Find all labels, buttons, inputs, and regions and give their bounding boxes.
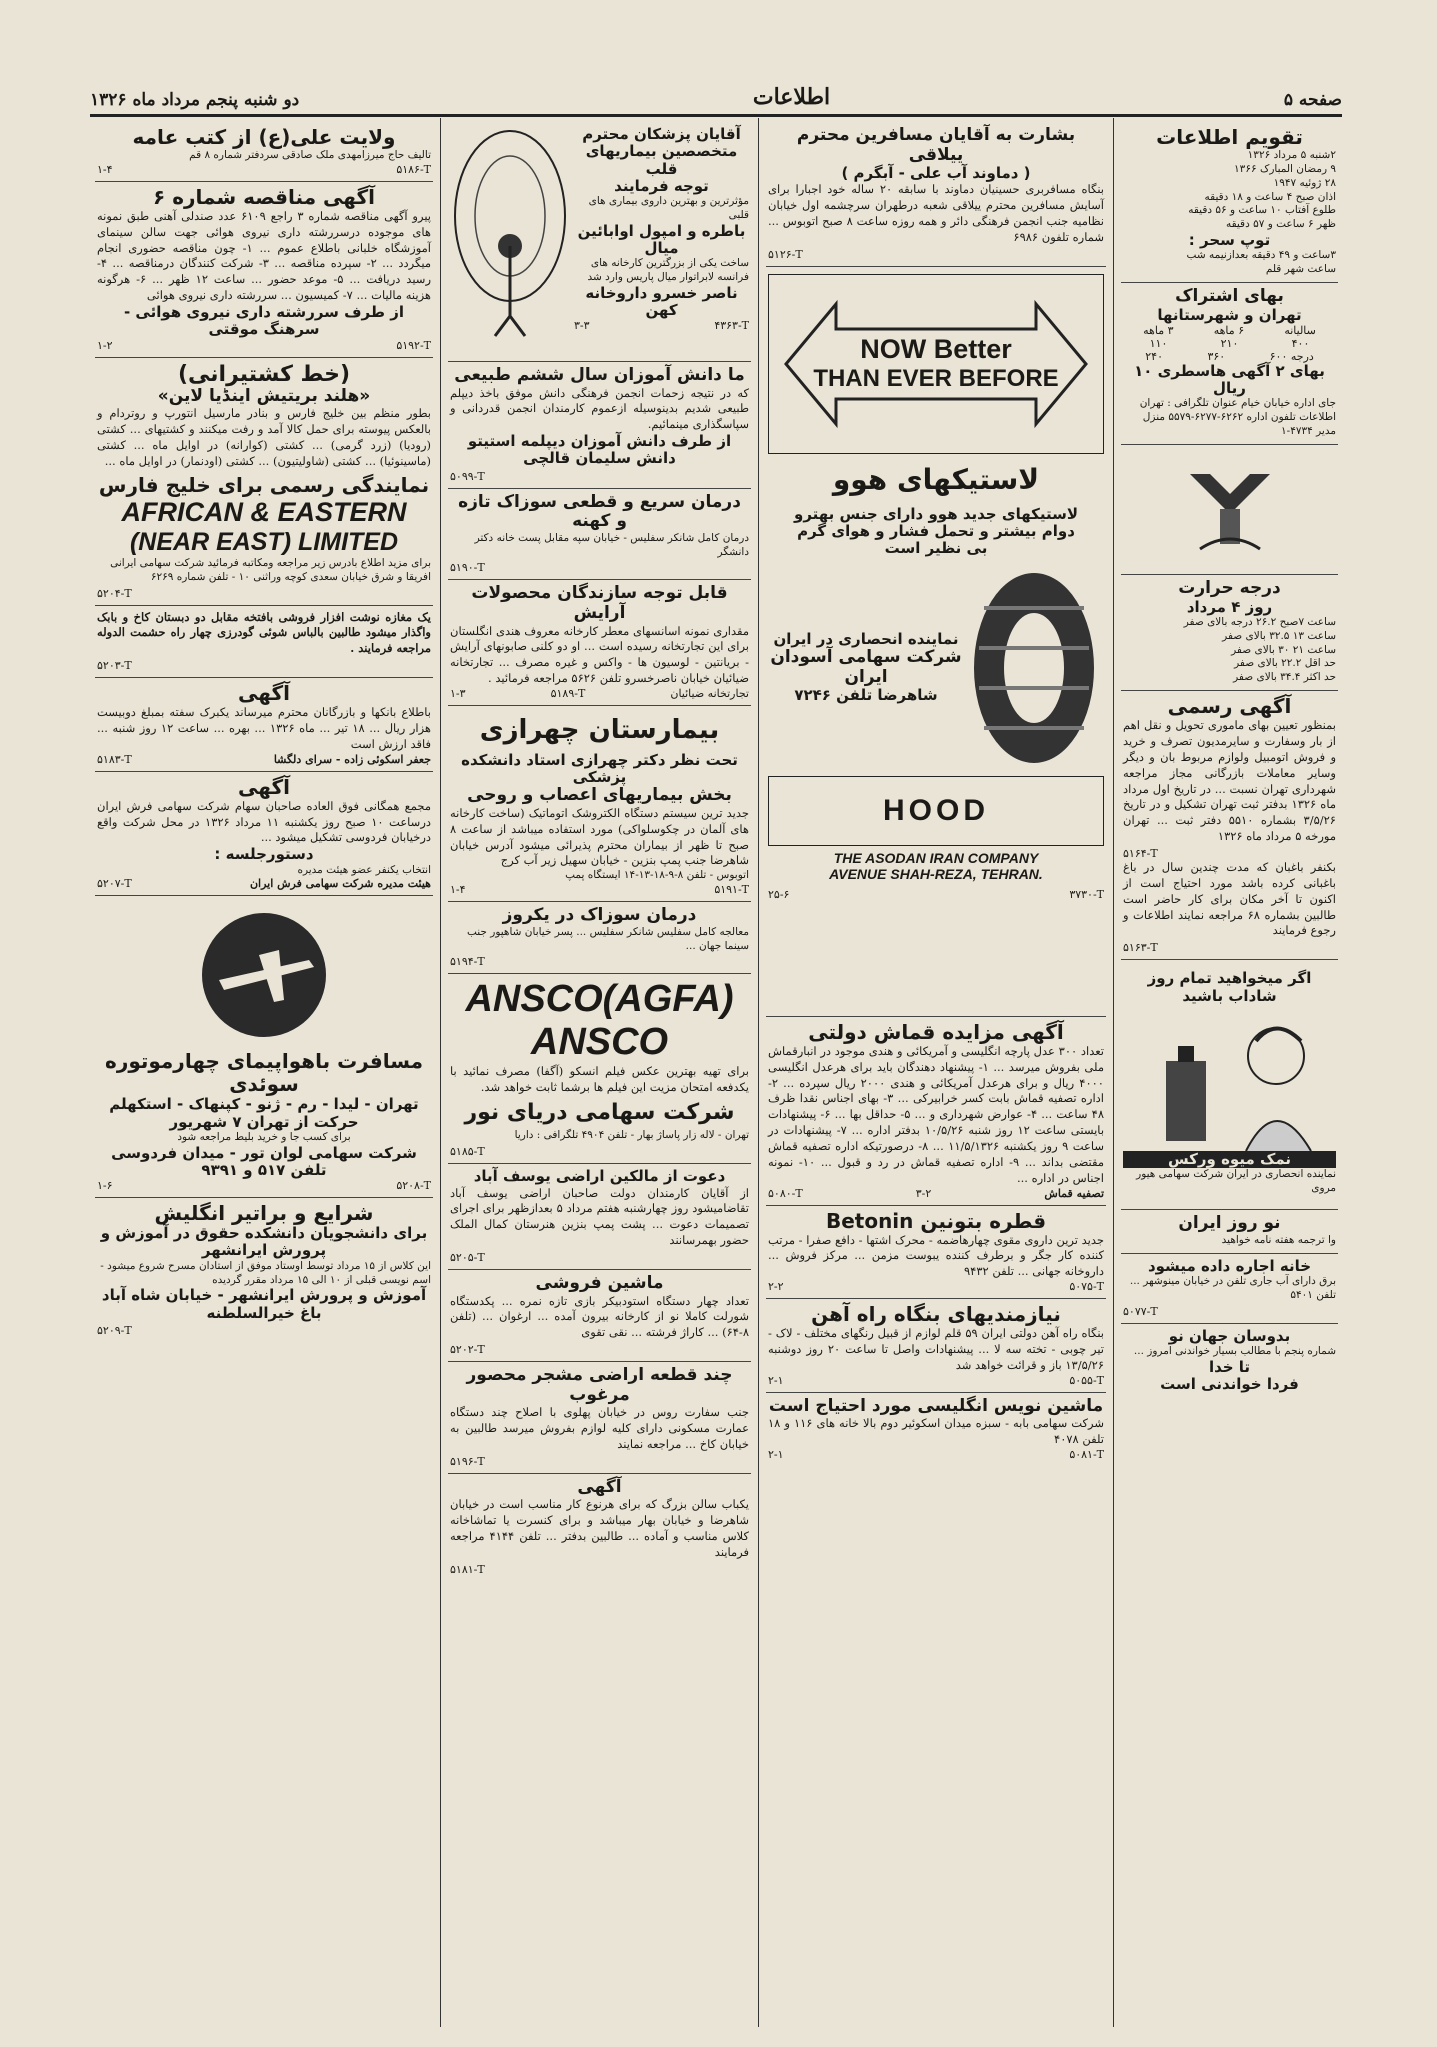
nowruz-title: نو روز ایران xyxy=(1178,1213,1281,1234)
ad-code: ۳-۲ xyxy=(915,1186,932,1200)
ad-code: ۵۲۰۵-T xyxy=(450,1251,485,1265)
ad-code: ۵۲۰۷-T xyxy=(97,877,132,891)
ad-code: ۲-۲ xyxy=(768,1280,784,1294)
temperature-box xyxy=(1121,575,1338,691)
travel-notice xyxy=(766,122,1106,267)
subscription-row xyxy=(1123,350,1336,363)
ad-code: ۲۵-۶ xyxy=(768,887,790,901)
graduates-body: که در نتیجه زحمات انجمن فرهنگی دانش موفق باخذ دیپلم طبیعی شدیم بدینوسیله ازعموم کارمندان انجمن قدردانی و سپاسگذاری مینمائیم. xyxy=(450,385,749,432)
ad-code: ۱-۲ xyxy=(97,338,113,352)
fabric-auction-footer: تصفیه قماش xyxy=(1044,1186,1104,1200)
cell: ۲۱۰ xyxy=(1220,336,1239,350)
calendar-line: طلوع آفتاب ۱۰ ساعت و ۵۶ دقیقه xyxy=(1188,204,1336,217)
shipping-subtitle: «هلند بریتیش اینڈیا لاین» xyxy=(157,385,371,406)
ad-code: ۵۲۰۸-T xyxy=(396,1179,431,1193)
bidun-title: بدوسان جهان نو xyxy=(1168,1326,1291,1345)
bank-notice-body: باطلاع بانکها و بازرگانان محترم میرساند یکبرک سفته بمبلغ دوبیست هزار ریال ... ۱۸ تیر ... ماه ۱۳۲۶ ... بهره ... ساعت ۱۲ روز شنبه ... فاقد ارزش است xyxy=(97,705,431,751)
shipping-body: بطور منظم بین خلیج فارس و بنادر مارسیل انتورپ و روتردام و بالعکس پیوسته برای حمل کالا آمد و رفت میکنند و کشتیهای ... کشتی (رودیا) (زرد گرمی) ... کشتی (کوارانه) در اوایل ماه ... کشتی (ماسینوئیا) ... کشتی (شاولیتیون) ... کشتی (اودنمار) در اوایل ماه ... xyxy=(97,406,431,468)
fabric-auction-title: آگهی مزایده قماش دولتی xyxy=(808,1019,1064,1044)
gardener-notice: بکنفر باغبان که مدت چندین سال در باغ باغبانی کرده باشد مورد احتیاج است از اکنون تا آخر مکان برای کار حاضر است طالبین بشماره ۶۸ مراجعه نمایند اطلاعات و رجوع فرمایند xyxy=(1123,859,1336,938)
hood-headline-2: THAN EVER BEFORE xyxy=(813,365,1059,393)
bank-notice-ad xyxy=(95,678,433,772)
ad-code: ۳-۳ xyxy=(574,319,590,333)
hood-company-fa: شرکت سهامی آسودان ایران xyxy=(770,647,962,687)
hood-line-1: لاستیکهای جدید هوو دارای جنس بهترو xyxy=(794,504,1078,523)
calendar-line: ۹ رمضان المبارک ۱۳۶۶ xyxy=(1234,162,1336,175)
ad-code-row xyxy=(97,877,431,890)
shipping-line-ad xyxy=(95,358,433,606)
carpet-agenda: انتخاب یکنفر عضو هیئت مدیره xyxy=(297,863,431,876)
masthead xyxy=(90,66,1342,117)
railway-title: نیازمندیهای بنگاه راه آهن xyxy=(811,1302,1061,1327)
ansco-address: تهران - لاله زار پاساژ بهار - تلفن ۴۹۰۴ تلگرافی : داریا xyxy=(514,1129,749,1142)
fabric-auction xyxy=(766,1017,1106,1206)
ad-code: ۱-۳ xyxy=(450,686,466,700)
emblem-illustration xyxy=(1121,445,1338,575)
calendar-line: توپ سحر : xyxy=(1188,231,1271,250)
airline-company: شرکت سهامی لوان تور - میدان فردوسی تلفن ۵۱۷ و ۹۳۹۱ xyxy=(111,1143,417,1179)
ansco-headline-2: ANSCO xyxy=(530,1021,669,1064)
graduates-ad xyxy=(448,362,751,489)
cell: درجه ۶۰۰ xyxy=(1269,349,1314,363)
gonorrhea2-ad xyxy=(448,902,751,974)
hood-brand-box xyxy=(768,776,1104,846)
ad-code-row xyxy=(768,1280,1104,1293)
ad-code: ۵۱۶۴-T xyxy=(1123,846,1158,860)
landowners-ad xyxy=(448,1164,751,1270)
car-sale-ad xyxy=(448,1270,751,1362)
tender-body: پیرو آگهی مناقصه شماره ۳ راجع ۶۱۰۹ عدد صندلی آهنی طبق نمونه های موجوده درسررشته داری نیروی هوائی جهت سالن سینمای آموزشگاه خلبانی باطلاع عموم ... ۱- چون مناقصه حضوری انجام میگردد ... ۲- سپرده مناقصه ... ۳- شرکت کنندگان درمناقصه ... ۴- رسید دریافت ... ۵- موعد حضور ... ساعت ۱۲ ظهر ... ۶- هرگونه هزینه مالیات ... ۷- کمیسیون ... سررشته داری نیروی هوائی xyxy=(97,208,432,303)
cell: ۳ ماهه xyxy=(1143,323,1174,337)
ad-code: ۵۱۸۶-T xyxy=(396,162,431,176)
ad-code: ۴۳۶۳-T xyxy=(714,319,749,333)
woman-with-bottle-illustration xyxy=(1126,1011,1336,1151)
airline-departure: حرکت از تهران ۷ شهریور xyxy=(169,1112,359,1131)
land-sale-body: جنب سفارت روس در خیابان پهلوی با اصلاح چند دستگاه عمارت مسکونی دارای کلیه لوازم بفروش میرسد طالبین به خیابان کاخ ... مراجعه نمایند xyxy=(450,1405,749,1451)
ad-code-row xyxy=(768,1448,1104,1461)
subscription-address: جای اداره خیابان خیام عنوان تلگرافی : تهران اطلاعات تلفون اداره ۶۲۶۲-۶۲۷۷-۵۵۷۹ منزل مدیر ۴۷۳۴-۱ xyxy=(1139,397,1336,438)
hall-notice-ad xyxy=(448,1474,751,1581)
ad-code-row xyxy=(574,319,749,332)
ad-code-row xyxy=(450,883,749,896)
calendar-line: ۲شنبه ۵ مرداد ۱۳۲۶ xyxy=(1247,149,1336,161)
cell: ۶ ماهه xyxy=(1213,323,1245,337)
date-line: دو شنبه پنجم مرداد ماه ۱۳۲۶ xyxy=(90,90,300,110)
car-sale-title: ماشین فروشی xyxy=(535,1273,664,1294)
ad-code: ۵۱۸۳-T xyxy=(97,752,132,766)
ad-code: ۵۱۶۳-T xyxy=(1123,941,1158,955)
doctors-line3: ساخت یکی از بزرگترین کارخانه های فرانسه لابراتوار میال پاریس وارد شد xyxy=(587,257,749,284)
bidun-body: شماره پنجم با مطالب بسیار خواندنی امروز ... xyxy=(1133,1344,1336,1357)
cosmetics-ad xyxy=(448,580,751,706)
ad-code-row xyxy=(768,1187,1104,1200)
english-courses-subtitle: برای دانشجویان دانشکده حقوق در آموزش و پرورش ایرانشهر xyxy=(100,1224,428,1260)
betonin-body: جدید ترین داروی مقوی چهارهاضمه - محرک اشتها - دافع صفرا - مرتب کننده کار جگر و برطرف کننده یبوست مزمن ... مرکز فروش ... داروخانه جهانی ... تلفن ۹۴۳۲ xyxy=(768,1232,1104,1279)
hospital-body: جدید ترین سیستم دستگاه الکتروشک اتوماتیک (ساخت کارخانه های آلمان در چکوسلواکی) مورد استفاده میباشد از ساعت ۸ صبح تا ظهر از بیماران محترم پذیرائی میشود آدرس خیابان شاهرضا جنب پمپ بنزین - خیابان سهیل زیر آب کرج xyxy=(450,805,749,868)
ad-code: ۵۲۰۲-T xyxy=(450,1343,485,1357)
subscription-row xyxy=(1123,324,1336,337)
ad-code: ۵۱۸۵-T xyxy=(450,1145,485,1159)
hospital-line1: تحت نظر دکتر چهرازی استاد دانشکده پزشکی xyxy=(461,750,738,787)
ad-code: ۵۱۹۲-T xyxy=(396,338,431,352)
official-notice xyxy=(1121,691,1338,960)
ansco-headline-1: ANSCO(AGFA) xyxy=(465,978,734,1021)
hall-notice-body: یکباب سالن بزرگ که برای هرنوع کار مناسب است در خیابان شاهرضا و خیابان بهار میباشد و برای کنسرت یا تماشاخانه کلاس مناسب و آماده ... طالبین بدفتر ... تلفن ۴۱۴۴ مراجعه فرمایند xyxy=(450,1497,749,1559)
ad-code-row xyxy=(97,163,431,176)
landowners-body: از آقایان کارمندان دولت صاحبان اراضی یوسف آباد تقاضامیشود روز چهارشنبه هفتم مرداد ۵ بعدازظهر برای اجرای تصمیمات دعوت ... پشت پمپ بنزین هنرستان کمال الملک حضور بهمرسانند xyxy=(450,1185,749,1248)
doctors-subtitle: متخصصین بیماریهای قلب xyxy=(585,142,738,178)
ad-code-row xyxy=(97,753,431,766)
ad-code-row xyxy=(97,1179,431,1192)
gonorrhea2-body: معالجه کامل سفلیس شانکر سفلیس ... پسر خیابان شاهپور جنب سینما جهان ... xyxy=(466,925,749,952)
ad-code: ۵۲۰۳-T xyxy=(97,659,132,673)
tender-footer: از طرف سررشته داری نیروی هوائی - سرهنگ موقتی xyxy=(123,303,405,339)
hospital-ad xyxy=(448,706,751,902)
shipping-company-1: AFRICAN & EASTERN xyxy=(121,496,407,527)
graduates-footer: از طرف دانش آموزان دیپلمه استیتو دانش سلیمان قالچی xyxy=(467,432,732,468)
shipping-title: (خط کشتیرانی) xyxy=(177,361,351,387)
hood-dealer: نماینده انحصاری در ایران xyxy=(773,629,959,648)
hood-persian-title: لاستیکهای هوو xyxy=(832,462,1040,496)
calendar-line: ظهر ۶ ساعت و ۵۷ دقیقه xyxy=(1225,218,1336,231)
bank-notice-title: آگهی xyxy=(238,681,290,706)
calendar-line: اذان صبح ۴ ساعت و ۱۸ دقیقه xyxy=(1204,190,1336,203)
english-courses-title: شرایع و براتیر انگلیش xyxy=(154,1201,374,1226)
travel-body: بنگاه مسافربری حسینیان دماوند با سابقه ۲۰ ساله خود اجبارا برای آسایش مسافرین محترم ییلاقی شعبه درطهران سرچشمه اول خیابان نظامیه جنب انجمن فرهنگی دائر و همه روزه ساعت ۸ صبح اتوبوس ... شماره تلفون ۶۹۸۶ xyxy=(768,182,1104,244)
ad-code: ۵۰۷۷-T xyxy=(1123,1304,1158,1318)
ad-code-row xyxy=(97,339,431,352)
shipping-company-2: (NEAR EAST) LIMITED xyxy=(129,527,399,556)
temperature-row: ساعت ۱۳ ۳۲.۵ بالای صفر xyxy=(1222,629,1336,642)
society-emblem-icon xyxy=(1170,454,1290,564)
bidun-line3: فردا خواندنی است xyxy=(1160,1375,1299,1393)
english-courses-footer: آموزش و پرورش ایرانشهر - خیابان شاه آباد باغ خیرالسلطنه xyxy=(101,1286,427,1322)
cosmetics-footer: تجارتخانه ضیائیان xyxy=(670,686,749,700)
tire-icon xyxy=(964,568,1104,768)
gonorrhea-ad xyxy=(448,489,751,581)
ad-code-row xyxy=(768,888,1104,901)
doctors-title: آقایان پزشکان محترم xyxy=(582,125,741,143)
ad-code: ۱-۴ xyxy=(97,162,113,176)
page-label: صفحه ۵ xyxy=(1283,90,1342,110)
tender-ad xyxy=(95,182,433,358)
land-sale-title: چند قطعه اراضی مشجر محصور مرغوب xyxy=(466,1365,733,1405)
perfume-product: نمک میوه ورکس xyxy=(1123,1151,1336,1168)
betonin-ad xyxy=(766,1206,1106,1300)
cell: سالیانه xyxy=(1284,323,1316,337)
ad-code: ۱-۴ xyxy=(450,883,466,897)
columns xyxy=(88,118,1345,2027)
ad-code: ۵۱۸۱-T xyxy=(450,1562,485,1576)
fabric-auction-body: تعداد ۳۰۰ عدل پارچه انگلیسی و آمریکائی و هندی موجود در انبارقماش ملی بفروش میرسد ... ۱- پیشنهاد دهندگان باید برای هرعدل انگلیسی ۴۰۰۰ ریال و برای هرعدل آمریکائی و هندی ۲۰۰۰ ریال سپرده ... ۲- اداره تصفیه قماش بابت کسر خرابیرکی ... ۳- بهای اجناس نقدا ظرف ۴۸ ساعت ... ۴- عوارض شهرداری و ... ۵- حداقل بها ... ۶- پیشنهادات بایستی ساعت ۱۲ روز شنبه ۱۰/۵/۲۶ بدفتر اداره ... ۷- پیشنهادات در ساعت ۹ روز یکشنبه ۱۱/۵/۱۳۲۶ ... ۸- درصورتیکه اداره تصفیه قماش مقتضی بداند ... ۹- اداره تصفیه قماش در رد و قبول ... ۱۰- نمونه اجناس در اداره ... xyxy=(768,1043,1105,1185)
hospital-title: بیمارستان چهرازی xyxy=(479,714,720,745)
rent-title: خانه اجاره داده میشود xyxy=(1147,1256,1312,1275)
ad-code: ۲-۱ xyxy=(768,1373,784,1387)
cell: ۳۶۰ xyxy=(1207,349,1226,363)
nowruz-box xyxy=(1121,1210,1338,1253)
ad-code: ۵۰۷۵-T xyxy=(1069,1280,1104,1294)
calendar-line: ۲۸ ژوئیه ۱۹۴۷ xyxy=(1273,176,1336,189)
hospital-line3: اتوبوس - تلفن ۸-۹-۱۸-۱۳-۱۴ ایستگاه پمپ xyxy=(565,869,749,882)
doctors-ad xyxy=(448,122,751,362)
ad-code: ۵۱۹۱-T xyxy=(714,883,749,897)
travel-title: بشارت به آقایان مسافرین محترم ییلاقی xyxy=(796,125,1076,165)
carpet-footer: هیئت مدیره شرکت سهامی فرش ایران xyxy=(249,877,431,891)
carpet-agenda-title: دستورجلسه : xyxy=(214,845,314,864)
ad-code: ۵۰۸۰-T xyxy=(768,1186,803,1200)
rent-box xyxy=(1121,1254,1338,1324)
airline-route: تهران - لیدا - رم - ژنو - کپنهاک - استکهلم xyxy=(109,1095,419,1114)
wilayat-body: تالیف حاج میرزامهدی ملک صادقی سردفتر شماره ۸ قم xyxy=(189,149,431,161)
ad-code: ۵۰۸۱-T xyxy=(1069,1447,1104,1461)
cosmetics-body: مقداری نمونه اسانسهای معطر کارخانه معروف هندی انگلستان برای این تجارتخانه رسیده است ... او دو کلنی صابونهای آرایش - بریانتین - لوسیون ها - واکس و غیره مصرف ... تجارتخانه ضیائیان خیابان ناصرخسرو تلفن ۵۶۲۶ مراجعه فرمائید . xyxy=(450,623,749,686)
column-4 xyxy=(88,118,440,2027)
betonin-title: قطره بتونین Betonin xyxy=(825,1208,1047,1233)
airline-ad xyxy=(95,896,433,1198)
column-2 xyxy=(758,118,1113,2027)
hospital-line2: بخش بیماریهای اعصاب و روحی xyxy=(467,785,732,806)
perfume-ad xyxy=(1121,960,1338,1210)
temperature-row: ساعت ۲۱ ۳۰ بالای صفر xyxy=(1231,643,1336,656)
airline-title: مسافرت باهواپیمای چهارموتوره سوئدی xyxy=(105,1049,423,1097)
hood-tire-ad xyxy=(766,267,1106,1017)
ad-code: ۳۷۳۰-T xyxy=(1069,887,1104,901)
shop-body: یک مغازه نوشت افزار فروشی بافتخه مقابل دو دبستان کاخ و بابک واگذار میشود طالبین بالباس شوئی گودرزی چهار راه حشمت الدوله مراجعه فرمایند . xyxy=(97,609,431,656)
column-1 xyxy=(1113,118,1345,2027)
hood-company-en2: AVENUE SHAH-REZA, TEHRAN. xyxy=(829,865,1043,882)
doctors-line4: ناصر خسرو داروخانه کهن xyxy=(585,283,738,320)
typewriter-body: شرکت سهامی بابه - سبزه میدان اسکوئیر دوم بالا خانه های ۱۱۶ و ۱۸ تلفن ۴۰۷۸ xyxy=(768,1416,1104,1447)
wilayat-ad xyxy=(95,122,433,182)
ad-code: ۵۲۰۴-T xyxy=(97,586,132,600)
tender-title: آگهی مناقصه شماره ۶ xyxy=(153,184,375,209)
airline-note: برای کسب جا و خرید بلیط مراجعه شود xyxy=(177,1130,351,1143)
carpet-company-ad xyxy=(95,772,433,897)
hood-phone-fa: شاهرضا تلفن ۷۲۴۶ xyxy=(794,686,938,705)
shipping-footer: برای مزید اطلاع بادرس زیر مراجعه ومکاتبه فرمائید شرکت سهامی ایرانی افریقا و شرق خیابان سعدی کوچه وراثنی ۱۰ - تلفن شماره ۶۲۶۹ xyxy=(110,556,431,583)
temperature-row: ساعت ۷صبح ۲۶.۲ درجه بالای صفر xyxy=(1183,615,1336,628)
official-notice-body: بمنظور تعیین بهای ماموری تحویل و نقل اهم از بار وسفارت و سایرمدیون تصرف و خرید و فروش اتومبیل ولوازم مربوط بان و دیگر وسایر معاملات بازرگانی مجاز مراجعه شهرداری تهران نسبت ... در تاریخ اول مرداد ماه ۱۳۲۶ بدفتر ثبت تهران تشکیل و در تاریخ ۳/۵/۲۶ بشماره ۵۵۱۰ دفتر ثبت ... تهران مورخه ۵ مرداد ماه ۱۳۲۶ xyxy=(1123,718,1336,844)
calendar-box xyxy=(1121,122,1338,283)
bank-notice-footer: جعفر اسکوئی زاده - سرای دلگشا xyxy=(273,752,431,766)
hood-company-en1: THE ASODAN IRAN COMPANY xyxy=(833,849,1039,866)
ad-code: ۵۱۹۰-T xyxy=(450,561,485,575)
carpet-body: مجمع همگانی فوق العاده صاحبان سهام شرکت سهامی فرش ایران درساعت ۱۰ صبح روز یکشنبه ۱۱ مرداد ۱۳۲۶ در محل شرکت واقع درخیابان فردوسی تشکیل میشود ... xyxy=(97,798,431,845)
carpet-title: آگهی xyxy=(238,774,290,799)
wilayat-title: ولایت علی(ع) از کتب عامه xyxy=(132,125,396,149)
cosmetics-title: قابل توجه سازندگان محصولات آرایش xyxy=(471,583,728,623)
ansco-body: برای تهیه بهترین عکس فیلم انسکو (آگفا) مصرف نمائید با یکدفعه امتحان مزیت این فیلم ها برشما ثابت خواهد شد. xyxy=(450,1064,749,1095)
ad-code: ۵۰۹۹-T xyxy=(450,469,485,483)
peacock-illustration xyxy=(450,126,570,356)
land-sale-ad xyxy=(448,1362,751,1474)
hood-line-2: دوام بیشتر و تحمل فشار و هوای گرم xyxy=(797,522,1075,541)
ad-code: ۵۱۹۴-T xyxy=(450,955,485,969)
temperature-row: حد اکثر ۳۴.۴ بالای صفر xyxy=(1233,671,1336,684)
hood-line-3: بی نظیر است xyxy=(884,539,988,558)
hood-headline-box xyxy=(768,274,1104,454)
calendar-line: ساعت شهر قلم xyxy=(1265,263,1336,276)
column-3 xyxy=(440,118,758,2027)
subscription-row xyxy=(1123,337,1336,350)
calendar-line: ۳ساعت و ۴۹ دقیقه بعدازنیمه شب xyxy=(1186,249,1336,262)
english-courses-body: این کلاس از ۱۵ مرداد توسط اوستاد موفق از استادان مسرح شروع میشود - اسم نویسی قبلی از ۱۰ الی ۱۵ مرداد مقرر گردیده xyxy=(100,1259,431,1286)
car-sale-body: تعداد چهار دستگاه استودبیکر بازی تازه نمره ... پکدستگاه شورلت کاملا نو از کارخانه بیرون آمده ... ارغوان ... (تلفن ۸-۶۴) ... کاراژ فرشته ... نقی تقوی xyxy=(450,1293,749,1340)
ad-code: ۵۱۲۶-T xyxy=(768,247,803,261)
temperature-subtitle: روز ۴ مرداد xyxy=(1186,597,1273,616)
gonorrhea-body: درمان کامل شانکر سفلیس - خیابان سپه مقابل پست خانه دکتر دانشگر xyxy=(474,531,749,558)
perfume-footer: نماینده انحصاری در ایران شرکت سهامی هیور مروی xyxy=(1136,1168,1336,1194)
gonorrhea2-title: درمان سوزاک در یکروز xyxy=(502,905,697,926)
graduates-title: ما دانش آموزان سال ششم طبیعی xyxy=(454,365,745,385)
subscription-box xyxy=(1121,283,1338,445)
nowruz-line: وا ترجمه هفته نامه خواهید xyxy=(1221,1233,1336,1246)
calendar-title: تقویم اطلاعات xyxy=(1156,125,1303,149)
ad-code: ۵۱۹۶-T xyxy=(450,1454,485,1468)
doctors-line1: توجه فرمایند xyxy=(614,176,709,195)
ad-code-row xyxy=(450,687,749,700)
doctors-brand: باطره و امپول اوابائین میال xyxy=(577,221,746,257)
typewriter-title: ماشین نویس انگلیسی مورد احتیاج است xyxy=(768,1395,1104,1416)
gonorrhea-title: درمان سریع و قطعی سوزاک تازه و کهنه xyxy=(458,491,741,532)
bidun-line2: تا خدا xyxy=(1208,1357,1251,1376)
ansco-ad xyxy=(448,974,751,1164)
cell: ۴۰۰ xyxy=(1291,336,1310,350)
temperature-title: درجه حرارت xyxy=(1178,578,1281,598)
cell: ۲۴۰ xyxy=(1145,349,1163,363)
ad-code: ۲-۱ xyxy=(768,1447,784,1461)
english-courses-ad xyxy=(95,1198,433,1342)
ansco-company: شرکت سهامی دریای نور xyxy=(464,1100,735,1126)
bidun-box xyxy=(1121,1324,1338,1399)
ad-code: ۵۰۵۵-T xyxy=(1069,1373,1104,1387)
paper-name: اطلاعات xyxy=(752,84,831,110)
perfume-slogan: اگر میخواهید تمام روز شاداب باشید xyxy=(1147,969,1312,1005)
official-notice-title: آگهی رسمی xyxy=(1167,694,1292,719)
temperature-row: حد اقل ۲۲.۲ بالای صفر xyxy=(1234,657,1336,670)
travel-subtitle: ( دماوند آب علی - آبگرم ) xyxy=(841,164,1031,183)
doctors-line2: مؤثرترین و بهترین داروی بیماری های قلبی xyxy=(588,195,749,221)
cell: ۱۱۰ xyxy=(1149,336,1168,350)
rent-body: برق دارای آب جاری تلفن در خیابان مینوشهر ... تلفن ۵۴۰۱ xyxy=(1129,1274,1336,1301)
railway-ad xyxy=(766,1299,1106,1393)
shipping-agent-title: نمایندگی رسمی برای خلیج فارس xyxy=(98,472,430,497)
shop-ad xyxy=(95,606,433,679)
ad-code: ۵۱۸۹-T xyxy=(550,686,586,700)
typewriter-ad xyxy=(766,1393,1106,1466)
ad-code-row xyxy=(768,1374,1104,1387)
railway-body: بنگاه راه آهن دولتی ایران ۵۹ قلم لوازم از قبیل رنگهای مختلف - لاک - تیر چوبی - تخته سه لا ... پیشنهادات واصل تا ساعت ۲۰ روز دوشنبه ۱۳/۵/۲۶ باز و قرائت خواهد شد xyxy=(768,1326,1105,1372)
hood-brand: HOOD xyxy=(883,793,989,827)
hood-headline-1: NOW Better xyxy=(860,334,1012,365)
ad-code: ۵۲۰۹-T xyxy=(97,1323,132,1337)
subscription-note: بهای ۲ آگهی هاسطری ۱۰ ریال xyxy=(1134,361,1325,398)
ad-code: ۱-۶ xyxy=(97,1179,113,1193)
landowners-title: دعوت از مالکین اراضی یوسف آباد xyxy=(473,1167,726,1186)
hall-notice-title: آگهی xyxy=(577,1476,622,1497)
subscription-subtitle: تهران و شهرستانها xyxy=(1157,305,1302,324)
airline-logo-icon xyxy=(189,905,339,1045)
subscription-title: بهای اشتراک xyxy=(1175,286,1284,307)
